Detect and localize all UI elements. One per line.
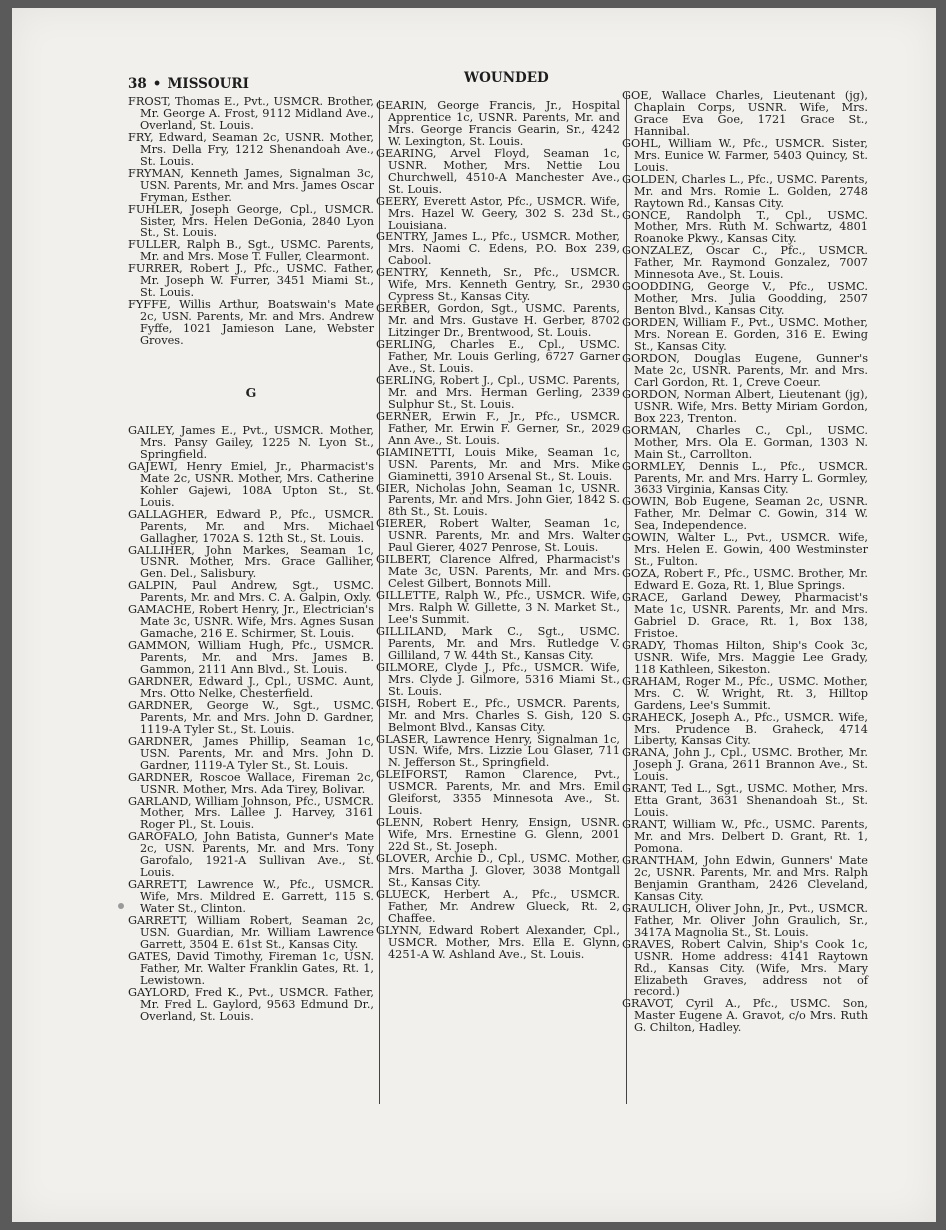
roster-entry: GOLDEN, Charles L., Pfc., USMC. Parents, Mr. and Mrs. Romie L. Golden, 2748 Raytown Rd., Kansas City. [622, 172, 868, 210]
roster-entry: GRACE, Garland Dewey, Pharmacist's Mate 1c, USNR. Parents, Mr. and Mrs. Gabriel D. Grace, Rt. 1, Box 138, Fristoe. [622, 591, 868, 640]
column-1-g-entries [128, 425, 374, 1023]
roster-entry: GOHL, William W., Pfc., USMCR. Sister, Mrs. Eunice W. Farmer, 5403 Quincy, St. Louis. [622, 136, 868, 174]
roster-entry: GIERER, Robert Walter, Seaman 1c, USNR. Parents, Mr. and Mrs. Walter Paul Gierer, 4027 Penrose, St. Louis. [376, 517, 620, 555]
column-1 [128, 96, 374, 1023]
roster-entry: GRANA, John J., Cpl., USMC. Brother, Mr. Joseph J. Grana, 2611 Brannon Ave., St. Louis. [622, 746, 868, 784]
roster-entry: GISH, Robert E., Pfc., USMCR. Parents, Mr. and Mrs. Charles S. Gish, 120 S. Belmont Blvd., Kansas City. [376, 696, 620, 734]
roster-entry: GILLETTE, Ralph W., Pfc., USMCR. Wife, Mrs. Ralph W. Gillette, 3 N. Market St., Lee's Summit. [376, 589, 620, 626]
roster-entry: GRANT, William W., Pfc., USMC. Parents, Mr. and Mrs. Delbert D. Grant, Rt. 1, Pomona. [622, 818, 868, 856]
roster-entry: GRAVES, Robert Calvin, Ship's Cook 1c, USNR. Home address: 4141 Raytown Rd., Kansas City. (Wife, Mrs. Mary Elizabeth Graves, address not of record.) [622, 937, 868, 999]
roster-entry: GLYNN, Edward Robert Alexander, Cpl., USMCR. Mother, Mrs. Ella E. Glynn, 4251-A W. Ashland Ave., St. Louis. [376, 923, 620, 961]
roster-entry: GERLING, Robert J., Cpl., USMC. Parents, Mr. and Mrs. Herman Gerling, 2339 Sulphur St., St. Louis. [376, 373, 620, 411]
roster-entry: GAYLORD, Fred K., Pvt., USMCR. Father, Mr. Fred L. Gaylord, 9563 Edmund Dr., Overland, St. Louis. [128, 985, 374, 1023]
roster-entry: GAROFALO, John Batista, Gunner's Mate 2c, USN. Parents, Mr. and Mrs. Tony Garofalo, 1921-A Sullivan Ave., St. Louis. [128, 830, 374, 880]
roster-entry: GORDON, Norman Albert, Lieutenant (jg), USNR. Wife, Mrs. Betty Miriam Gordon, Box 223, Trenton. [622, 387, 868, 425]
roster-entry: GLOVER, Archie D., Cpl., USMC. Mother, Mrs. Martha J. Glover, 3038 Montgall St., Kansas City. [376, 852, 620, 889]
roster-entry: GRANTHAM, John Edwin, Gunners' Mate 2c, USNR. Parents, Mr. and Mrs. Ralph Benjamin Grantham, 2426 Cleveland, Kansas City. [622, 854, 868, 903]
roster-entry: GENTRY, Kenneth, Sr., Pfc., USMCR. Wife, Mrs. Kenneth Gentry, Sr., 2930 Cypress St., Kansas City. [376, 266, 620, 304]
roster-entry: GEERY, Everett Astor, Pfc., USMCR. Wife, Mrs. Hazel W. Geery, 302 S. 23d St., Louisiana. [376, 194, 620, 232]
roster-entry: GIAMINETTI, Louis Mike, Seaman 1c, USN. Parents, Mr. and Mrs. Mike Giaminetti, 3910 Arsenal St., St. Louis. [376, 445, 620, 483]
roster-entry: FURRER, Robert J., Pfc., USMC. Father, Mr. Joseph W. Furrer, 3451 Miami St., St. Louis. [128, 262, 374, 300]
roster-entry: FUHLER, Joseph George, Cpl., USMCR. Sister, Mrs. Helen DeGonia, 2840 Lyon St., St. Louis. [128, 202, 374, 240]
roster-entry: GALLAGHER, Edward P., Pfc., USMCR. Parents, Mr. and Mrs. Michael Gallagher, 1702A S. 12th St., St. Louis. [128, 507, 374, 545]
state-name: MISSOURI [167, 76, 249, 92]
roster-entry: GERBER, Gordon, Sgt., USMC. Parents, Mr. and Mrs. Gustave H. Gerber, 8702 Litzinger Dr., Brentwood, St. Louis. [376, 302, 620, 340]
roster-entry: GRADY, Thomas Hilton, Ship's Cook 3c, USNR. Wife, Mrs. Maggie Lee Grady, 118 Kathleen, Sikeston. [622, 638, 868, 676]
page-hole-mark [118, 903, 124, 909]
column-3 [622, 90, 868, 1034]
roster-entry: GORMAN, Charles C., Cpl., USMC. Mother, Mrs. Ola E. Gorman, 1303 N. Main St., Carrollton. [622, 423, 868, 461]
roster-entry: GLENN, Robert Henry, Ensign, USNR. Wife, Mrs. Ernestine G. Glenn, 2001 22d St., St. Joseph. [376, 816, 620, 854]
roster-entry: FRYMAN, Kenneth James, Signalman 3c, USN. Parents, Mr. and Mrs. James Oscar Fryman, Esther. [128, 166, 374, 204]
roster-entry: GOWIN, Walter L., Pvt., USMCR. Wife, Mrs. Helen E. Gowin, 400 Westminster St., Fulton. [622, 531, 868, 569]
roster-entry: GRAVOT, Cyril A., Pfc., USMC. Son, Master Eugene A. Gravot, c/o Mrs. Ruth G. Chilton, Hadley. [622, 997, 868, 1035]
roster-entry: GOE, Wallace Charles, Lieutenant (jg), Chaplain Corps, USNR. Wife, Mrs. Grace Eva Goe, 1721 Grace St., Hannibal. [622, 89, 868, 138]
roster-entry: GALLIHER, John Markes, Seaman 1c, USNR. Mother, Mrs. Grace Galliher, Gen. Del., Salisbury. [128, 543, 374, 581]
roster-entry: GARRETT, Lawrence W., Pfc., USMCR. Wife, Mrs. Mildred E. Garrett, 115 S. Water St., Clinton. [128, 878, 374, 916]
roster-entry: GARLAND, William Johnson, Pfc., USMCR. Mother, Mrs. Lallee J. Harvey, 3161 Roger Pl., St. Louis. [128, 794, 374, 832]
roster-entry: GAJEWI, Henry Emiel, Jr., Pharmacist's Mate 2c, USNR. Mother, Mrs. Catherine Kohler Gajewi, 108A Upton St., St. Louis. [128, 459, 374, 509]
section-title: WOUNDED [464, 70, 549, 86]
roster-entry: GONCE, Randolph T., Cpl., USMC. Mother, Mrs. Ruth M. Schwartz, 4801 Roanoke Pkwy., Kansas City. [622, 208, 868, 246]
roster-entry: GLASER, Lawrence Henry, Signalman 1c, USN. Wife, Mrs. Lizzie Lou Glaser, 711 N. Jefferson St., Springfield. [376, 732, 620, 770]
roster-entry: GONZALEZ, Oscar C., Pfc., USMCR. Father, Mr. Raymond Gonzalez, 7007 Minnesota Ave., St. Louis. [622, 244, 868, 282]
roster-entry: FRY, Edward, Seaman 2c, USNR. Mother, Mrs. Della Fry, 1212 Shenandoah Ave., St. Louis. [128, 130, 374, 168]
roster-entry: GRANT, Ted L., Sgt., USMC. Mother, Mrs. Etta Grant, 3631 Shenandoah St., St. Louis. [622, 782, 868, 820]
roster-entry: FROST, Thomas E., Pvt., USMCR. Brother, Mr. George A. Frost, 9112 Midland Ave., Overland, St. Louis. [128, 95, 374, 132]
roster-entry: GORDON, Douglas Eugene, Gunner's Mate 2c, USNR. Parents, Mr. and Mrs. Carl Gordon, Rt. 1, Creve Coeur. [622, 351, 868, 389]
roster-entry: FULLER, Ralph B., Sgt., USMC. Parents, Mr. and Mrs. Mose T. Fuller, Clearmont. [128, 238, 374, 264]
column-2 [376, 100, 620, 961]
roster-entry: GOZA, Robert F., Pfc., USMC. Brother, Mr. Edward E. Goza, Rt. 1, Blue Springs. [622, 567, 868, 593]
roster-entry: GAILEY, James E., Pvt., USMCR. Mother, Mrs. Pansy Gailey, 1225 N. Lyon St., Springfield. [128, 423, 374, 461]
header-separator: • [152, 76, 162, 92]
roster-entry: GIER, Nicholas John, Seaman 1c, USNR. Parents, Mr. and Mrs. John Gier, 1842 S. 8th St., St. Louis. [376, 481, 620, 519]
roster-entry: GILLILAND, Mark C., Sgt., USMC. Parents, Mr. and Mrs. Rutledge V. Gilliland, 7 W. 44th St., Kansas City. [376, 624, 620, 662]
roster-entry: GORMLEY, Dennis L., Pfc., USMCR. Parents, Mr. and Mrs. Harry L. Gormley, 3633 Virginia, Kansas City. [622, 459, 868, 497]
roster-entry: GILBERT, Clarence Alfred, Pharmacist's Mate 3c, USN. Parents, Mr. and Mrs. Celest Gilbert, Bonnots Mill. [376, 553, 620, 591]
roster-entry: GARDNER, Edward J., Cpl., USMC. Aunt, Mrs. Otto Nelke, Chesterfield. [128, 674, 374, 700]
roster-entry: GARDNER, Roscoe Wallace, Fireman 2c, USNR. Mother, Mrs. Ada Tirey, Bolivar. [128, 770, 374, 796]
roster-entry: GRAULICH, Oliver John, Jr., Pvt., USMCR. Father, Mr. Oliver John Graulich, Sr., 3417A Magnolia St., St. Louis. [622, 901, 868, 939]
roster-entry: GERLING, Charles E., Cpl., USMC. Father, Mr. Louis Gerling, 6727 Garner Ave., St. Louis. [376, 338, 620, 375]
roster-entry: GARDNER, George W., Sgt., USMC. Parents, Mr. and Mrs. John D. Gardner, 1119-A Tyler St., St. Louis. [128, 698, 374, 736]
column-1-f-entries [128, 96, 374, 347]
roster-entry: GEARING, Arvel Floyd, Seaman 1c, USNR. Mother, Mrs. Nettie Lou Churchwell, 4510-A Manchester Ave., St. Louis. [376, 146, 620, 196]
roster-entry: GOWIN, Bob Eugene, Seaman 2c, USNR. Father, Mr. Delmar C. Gowin, 314 W. Sea, Independence. [622, 495, 868, 533]
roster-entry: GEARIN, George Francis, Jr., Hospital Apprentice 1c, USNR. Parents, Mr. and Mrs. George Francis Gearin, Sr., 4242 W. Lexington, St. Louis. [376, 99, 620, 148]
roster-entry: GAMMON, William Hugh, Pfc., USMCR. Parents, Mr. and Mrs. James B. Gammon, 2111 Ann Blvd., St. Louis. [128, 639, 374, 677]
section-letter: G [245, 385, 257, 401]
roster-entry: GALPIN, Paul Andrew, Sgt., USMC. Parents, Mr. and Mrs. C. A. Galpin, Oxly. [128, 579, 374, 605]
roster-entry: GORDEN, William F., Pvt., USMC. Mother, Mrs. Norean E. Gorden, 316 E. Ewing St., Kansas City. [622, 316, 868, 354]
roster-entry: GERNER, Erwin F., Jr., Pfc., USMCR. Father, Mr. Erwin F. Gerner, Sr., 2029 Ann Ave., St. Louis. [376, 409, 620, 447]
document-page [12, 8, 936, 1222]
roster-entry: GILMORE, Clyde J., Pfc., USMCR. Wife, Mrs. Clyde J. Gilmore, 5316 Miami St., St. Louis. [376, 660, 620, 698]
roster-entry: GLEIFORST, Ramon Clarence, Pvt., USMCR. Parents, Mr. and Mrs. Emil Gleiforst, 3355 Minnesota Ave., St. Louis. [376, 768, 620, 818]
roster-entry: GRAHECK, Joseph A., Pfc., USMCR. Wife, Mrs. Prudence B. Graheck, 4714 Liberty, Kansas City. [622, 710, 868, 748]
roster-entry: GRAHAM, Roger M., Pfc., USMC. Mother, Mrs. C. W. Wright, Rt. 3, Hilltop Gardens, Lee's Summit. [622, 674, 868, 712]
roster-entry: GATES, David Timothy, Fireman 1c, USN. Father, Mr. Walter Franklin Gates, Rt. 1, Lewistown. [128, 949, 374, 987]
roster-entry: GARRETT, William Robert, Seaman 2c, USN. Guardian, Mr. William Lawrence Garrett, 3504 E. 61st St., Kansas City. [128, 914, 374, 951]
roster-entry: GENTRY, James L., Pfc., USMCR. Mother, Mrs. Naomi C. Edens, P.O. Box 239, Cabool. [376, 230, 620, 268]
roster-entry: GLUECK, Herbert A., Pfc., USMCR. Father, Mr. Andrew Glueck, Rt. 2, Chaffee. [376, 887, 620, 925]
roster-entry: GOODDING, George V., Pfc., USMC. Mother, Mrs. Julia Goodding, 2507 Benton Blvd., Kansas City. [622, 280, 868, 318]
roster-entry: FYFFE, Willis Arthur, Boatswain's Mate 2c, USN. Parents, Mr. and Mrs. Andrew Fyffe, 1021 Jamieson Lane, Webster Groves. [128, 298, 374, 348]
roster-entry: GAMACHE, Robert Henry, Jr., Electrician's Mate 3c, USNR. Wife, Mrs. Agnes Susan Gamache, 216 E. Schirmer, St. Louis. [128, 603, 374, 641]
page-number: 38 [128, 76, 147, 92]
roster-entry: GARDNER, James Phillip, Seaman 1c, USN. Parents, Mr. and Mrs. John D. Gardner, 1119-A Tyler St., St. Louis. [128, 734, 374, 772]
page-header-left [128, 76, 249, 92]
